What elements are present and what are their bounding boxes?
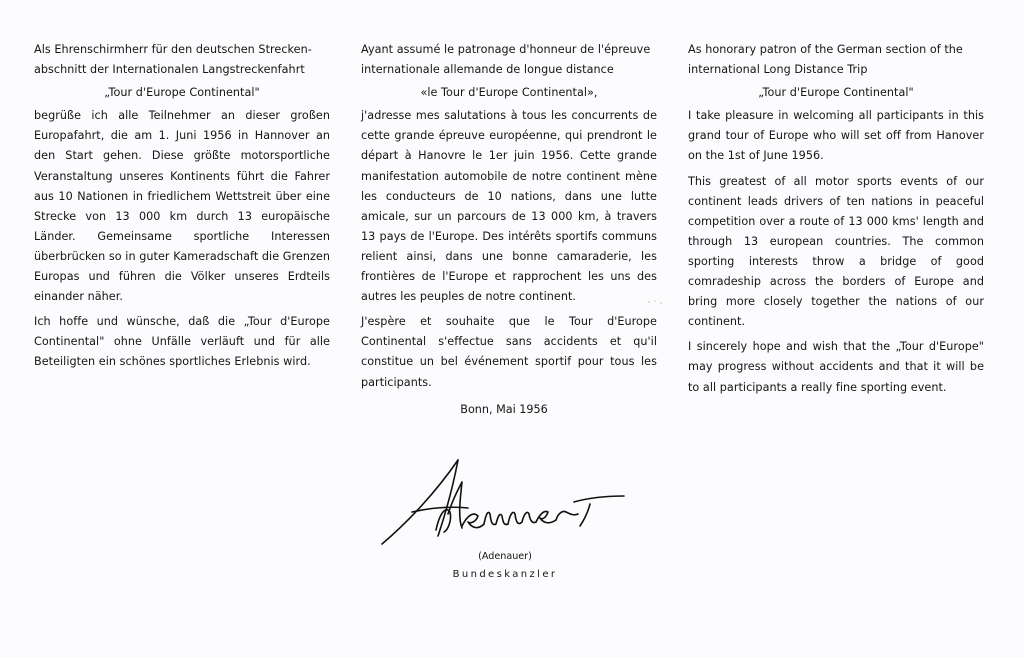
german-column bbox=[34, 40, 330, 378]
english-event-title: „Tour d'Europe Continental" bbox=[758, 86, 914, 100]
english-column bbox=[688, 40, 984, 403]
place-and-date: Bonn, Mai 1956 bbox=[460, 403, 548, 416]
french-intro: Ayant assumé le patronage d'honneur de l'épreuve internationale allemande de longue distance bbox=[361, 43, 651, 77]
english-paragraph-3: I sincerely hope and wish that the „Tour d'Europe" may progress without accidents and that it will be to all participants a really fine sporting event. bbox=[688, 340, 984, 394]
french-event-title: «le Tour d'Europe Continental», bbox=[420, 86, 598, 100]
german-paragraph-1: begrüße ich alle Teilnehmer an dieser großen Europafahrt, die am 1. Juni 1956 in Hannover an den Start gehen. Diese größte motorsportliche Veranstaltung unseres Kontinents führt die Fahrer aus 10 Nationen in friedlichem Wettstreit über eine Strecke von 13 000 km durch 13 europäische Länder. Gemeinsame sportliche Interessen überbrücken so in guter Kameradschaft die Grenzen Europas und führen die Völker unseres Erdteils einander näher. bbox=[34, 109, 330, 304]
german-intro: Als Ehrenschirmherr für den deutschen Strecken-abschnitt der Internationalen Langstreckenfahrt bbox=[34, 43, 312, 77]
french-column bbox=[361, 40, 657, 398]
french-paragraph-1: j'adresse mes salutations à tous les concurrents de cette grande épreuve européenne, qui prendront le départ à Hanovre le 1er juin 1956. Cette grande manifestation automobile de notre continent mène les conducteurs de 10 nations, dans une lutte amicale, sur un parcours de 13 000 km, à travers 13 pays de l'Europe. Des intérêts sportifs communs relient ainsi, dans une bonne camaraderie, les frontières de l'Europe et rapprochent les uns des autres les peuples de notre continent. bbox=[361, 109, 657, 304]
english-intro: As honorary patron of the German section of the international Long Distance Trip bbox=[688, 43, 963, 77]
german-event-title: „Tour d'Europe Continental" bbox=[104, 86, 260, 100]
handwritten-signature bbox=[378, 452, 628, 552]
english-paragraph-2: This greatest of all motor sports events of our continent leads drivers of ten nations in peaceful competition over a route of 13 000 kms' length and through 13 european countries. The common sporting interests throw a bridge of good comradeship across the borders of Europe and bring more closely together the nations of our continent. bbox=[688, 174, 984, 329]
ink-speck bbox=[646, 299, 668, 305]
english-paragraph-1: I take pleasure in welcoming all participants in this grand tour of Europe who will set off from Hanover on the 1st of June 1956. bbox=[688, 109, 984, 163]
signatory-name: (Adenauer) bbox=[478, 551, 532, 562]
french-paragraph-2: J'espère et souhaite que le Tour d'Europe Continental s'effectue sans accidents et qu'il constitue un bel événement sportif pour tous les participants. bbox=[361, 315, 657, 389]
german-paragraph-2: Ich hoffe und wünsche, daß die „Tour d'Europe Continental" ohne Unfälle verläuft und für alle Beteiligten ein schönes sportliches Erlebnis wird. bbox=[34, 315, 330, 369]
signatory-role: Bundeskanzler bbox=[452, 569, 558, 580]
